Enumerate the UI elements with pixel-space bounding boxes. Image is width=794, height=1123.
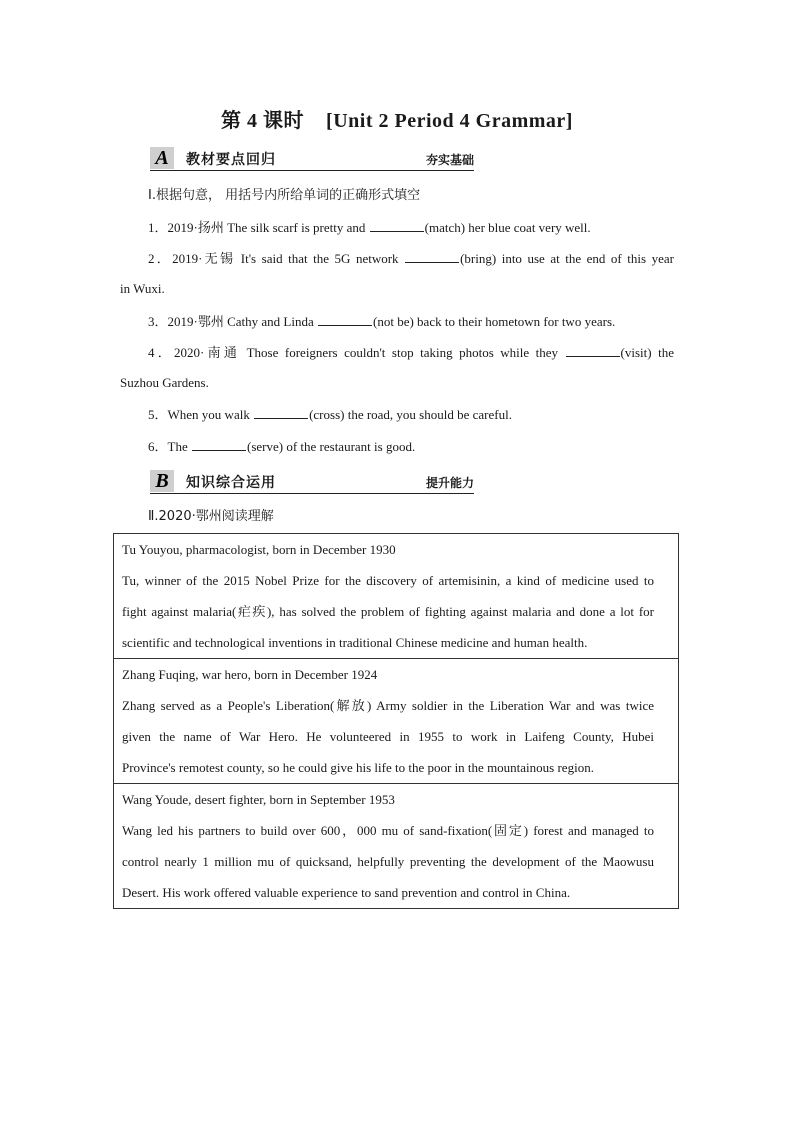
section-a-subtitle: 夯实基础 — [425, 153, 474, 167]
person-cell-zhang — [114, 659, 678, 784]
answer-blank-4[interactable] — [566, 343, 620, 357]
person-text-line: fight against malaria(疟疾), has solved the problem of fighting against malaria and done a lot for — [122, 604, 654, 619]
person-header: Zhang Fuqing, war hero, born in December 1924 — [122, 667, 378, 682]
person-text-line: control nearly 1 million mu of quicksand, helpfully preventing the development of the Maowusu — [122, 854, 654, 869]
person-cell-tu — [114, 534, 678, 659]
person-text-line: Desert. His work offered valuable experience to sand prevention and control in China. — [122, 885, 571, 900]
question-5: 5．When you walk (cross) the road, you should be careful. — [148, 407, 512, 422]
section-a-title: 教材要点回归 — [186, 152, 276, 168]
person-text-line: scientific and technological inventions in traditional Chinese medicine and human health. — [122, 635, 588, 650]
section-a-badge-icon: A — [150, 147, 174, 169]
question-2-cont: in Wuxi. — [120, 281, 165, 296]
part2-heading: Ⅱ.2020·鄂州阅读理解 — [148, 509, 274, 524]
person-header: Wang Youde, desert fighter, born in September 1953 — [122, 792, 395, 807]
question-3: 3．2019·鄂州 Cathy and Linda (not be) back to their hometown for two years. — [148, 314, 616, 329]
person-text-line: Province's remotest county, so he could give his life to the poor in the mountainous region. — [122, 760, 594, 775]
person-text-line: Tu, winner of the 2015 Nobel Prize for the discovery of artemisinin, a kind of medicine used to — [122, 573, 654, 588]
section-b-subtitle: 提升能力 — [425, 476, 474, 490]
answer-blank-2[interactable] — [405, 249, 459, 263]
answer-blank-3[interactable] — [318, 312, 372, 326]
question-6: 6．The (serve) of the restaurant is good. — [148, 439, 416, 454]
section-b-badge-icon: B — [150, 470, 174, 492]
title-cn: 第 4 课时 — [221, 110, 305, 132]
section-b-title: 知识综合运用 — [186, 475, 276, 491]
question-4: 4．2020·南通 Those foreigners couldn't stop taking photos while they (visit) the — [148, 345, 674, 360]
person-text-line: Zhang served as a People's Liberation(解放) Army soldier in the Liberation War and was twice — [122, 698, 654, 713]
answer-blank-1[interactable] — [370, 218, 424, 232]
question-2: 2．2019·无锡 It's said that the 5G network (bring) into use at the end of this year — [148, 251, 674, 266]
title-en: [Unit 2 Period 4 Grammar] — [326, 110, 573, 132]
person-header: Tu Youyou, pharmacologist, born in December 1930 — [122, 542, 396, 557]
question-4-cont: Suzhou Gardens. — [120, 375, 209, 390]
person-cell-wang — [114, 784, 678, 908]
answer-blank-5[interactable] — [254, 405, 308, 419]
section-b-banner — [150, 469, 474, 494]
page-title — [0, 104, 794, 133]
question-1: 1．2019·扬州 The silk scarf is pretty and (match) her blue coat very well. — [148, 220, 591, 235]
part1-heading: Ⅰ.根据句意， 用括号内所给单词的正确形式填空 — [148, 188, 421, 203]
section-a-banner — [150, 146, 474, 171]
reading-table — [113, 533, 679, 909]
answer-blank-6[interactable] — [192, 437, 246, 451]
person-text-line: given the name of War Hero. He volunteered in 1955 to work in Laifeng County, Hubei — [122, 729, 654, 744]
person-text-line: Wang led his partners to build over 600，000 mu of sand-fixation(固定) forest and managed to — [122, 823, 654, 838]
